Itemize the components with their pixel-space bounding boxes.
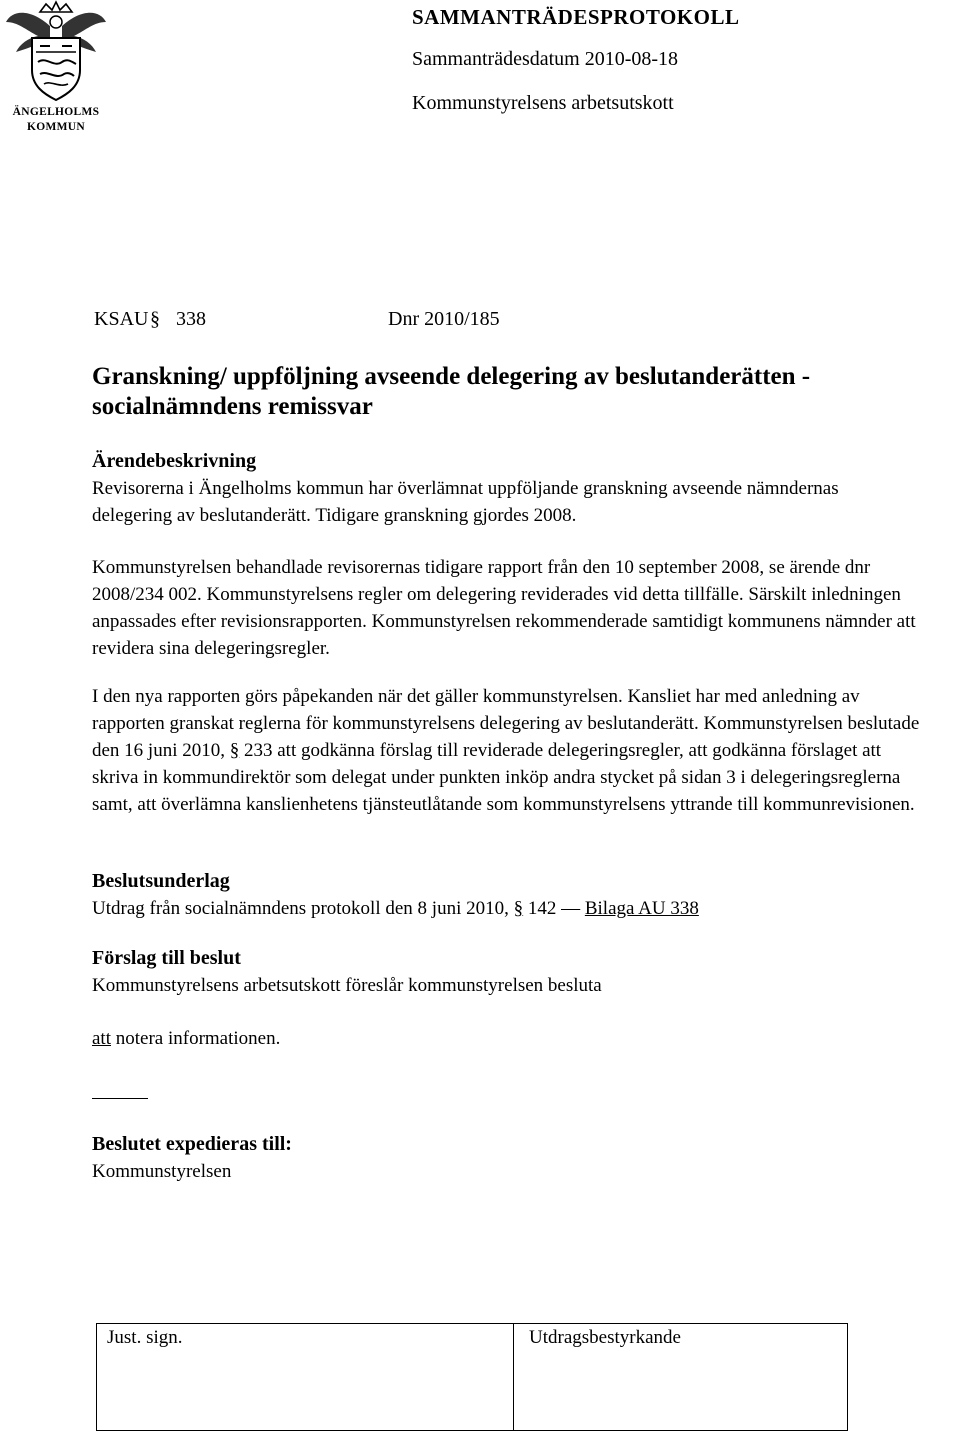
description-section (92, 448, 922, 529)
title-line-2: socialnämndens remissvar (92, 393, 373, 420)
section-number: 338 (176, 308, 206, 330)
attachment-link[interactable]: Bilaga AU 338 (584, 898, 699, 919)
dispatch-recipient: Kommunstyrelsen (92, 1161, 232, 1182)
basis-text (92, 895, 922, 922)
paragraph-3-a: I den nya rapporten görs påpekanden när det gäller kommunstyrelsen. Kansliet har med anledning av rapporten granskat reglerna för kommunstyrelsens delegering av beslutanderätt. Kommunstyrelsen beslutade den 16 juni 2010, (92, 686, 920, 761)
basis-text-b: 142 — (527, 898, 581, 919)
case-dnr: Dnr 2010/185 (388, 308, 500, 330)
logo-name: ÄNGELHOLMS (12, 106, 100, 118)
att-text: notera informationen. (115, 1028, 281, 1049)
dispatch-title: Beslutet expedieras till: (92, 1133, 292, 1155)
signature-box (96, 1323, 848, 1431)
signature-divider (513, 1324, 514, 1430)
decision-line (92, 1025, 922, 1052)
basis-section (92, 868, 922, 922)
certification-label: Utdragsbestyrkande (529, 1327, 681, 1348)
paragraph-1: Revisorerna i Ängelholms kommun har överlämnat uppföljande granskning avseende nämndernas delegering av beslutanderätt. Tidigare granskning gjordes 2008. (92, 478, 839, 526)
case-code: KSAU (94, 308, 149, 330)
section-sign-3: § (229, 740, 240, 761)
coat-of-arms-icon (0, 0, 112, 104)
proposal-title: Förslag till beslut (92, 947, 241, 969)
paragraph-2-block (92, 554, 922, 662)
protocol-title: SAMMANTRÄDESPROTOKOLL (412, 5, 740, 29)
dispatch-section (92, 1131, 922, 1185)
section-sign-basis: § (513, 898, 524, 919)
separator-line (92, 1098, 148, 1099)
att-word: att (92, 1028, 111, 1049)
paragraph-2: Kommunstyrelsen behandlade revisorernas tidigare rapport från den 10 september 2008, se ärende dnr 2008/234 002. Kommunstyrelsens regler om delegering reviderades vid detta tillfälle. Särskilt inledningen anpassades efter revisionsrapporten. Kommunstyrelsen rekommenderade samtidigt kommunens nämnder att revidera sina delegeringsregler. (92, 557, 916, 659)
proposal-text: Kommunstyrelsens arbetsutskott föreslår kommunstyrelsen besluta (92, 975, 602, 996)
logo-sub: KOMMUN (26, 121, 85, 133)
paragraph-3-b: 233 att godkänna förslag till reviderade delegeringsregler, att godkänna förslaget att skriva in kommundirektör som delegat under punkten inköp andra stycket på sidan 3 i delegeringsreglerna samt, att överlämna kanslienhetens tjänsteutlåtande som kommunstyrelsens yttrande till kommunrevisionen. (92, 740, 915, 815)
proposal-section (92, 945, 922, 999)
municipality-logo (0, 0, 112, 140)
basis-text-a: Utdrag från socialnämndens protokoll den 8 juni 2010, (92, 898, 509, 919)
basis-title: Beslutsunderlag (92, 870, 230, 892)
justification-label: Just. sign. (107, 1327, 183, 1348)
page-title (92, 362, 922, 422)
paragraph-3 (92, 683, 922, 818)
protocol-header (412, 4, 739, 116)
meeting-date: Sammanträdesdatum 2010-08-18 (412, 48, 679, 70)
paragraph-3-block (92, 683, 922, 818)
section-sign: § (150, 308, 160, 330)
committee-name: Kommunstyrelsens arbetsutskott (412, 92, 674, 114)
description-title: Ärendebeskrivning (92, 450, 257, 472)
title-line-1: Granskning/ uppföljning avseende delegering av beslutanderätten - (92, 363, 811, 390)
